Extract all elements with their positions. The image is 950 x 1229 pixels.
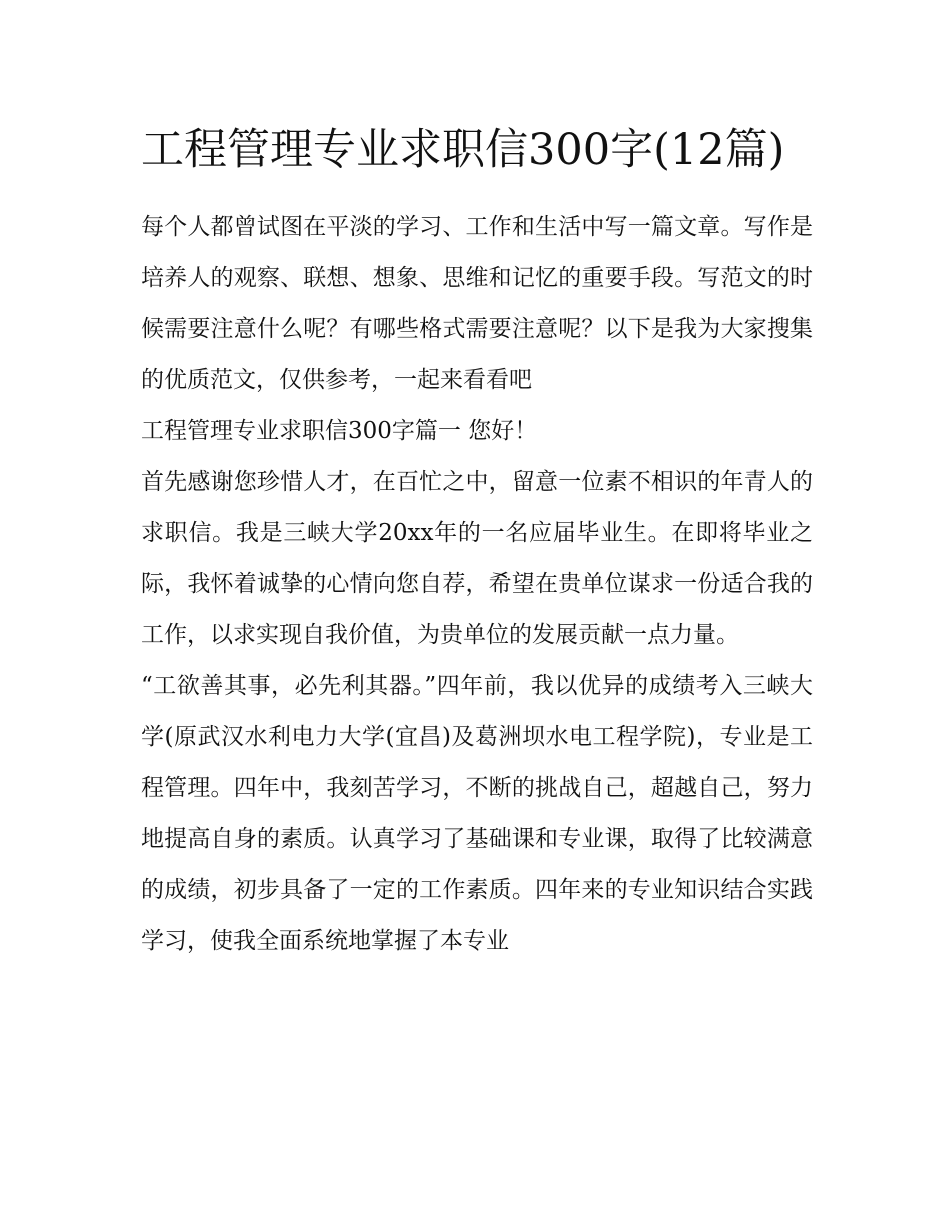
intro-paragraph: 每个人都曾试图在平淡的学习、工作和生活中写一篇文章。写作是培养人的观察、联想、想象、思维和记忆的重要手段。写范文的时候需要注意什么呢？有哪些格式需要注意呢？以下是我为大家搜集的优质范文，仅供参考，一起来看看吧 bbox=[141, 214, 813, 393]
document-title: 工程管理专业求职信300字(12篇) bbox=[141, 125, 785, 175]
document-body bbox=[141, 112, 813, 967]
body-paragraph: 首先感谢您珍惜人才，在百忙之中，留意一位素不相识的年青人的求职信。我是三峡大学20xx年的一名应届毕业生。在即将毕业之际，我怀着诚挚的心情向您自荐，希望在贵单位谋求一份适合我的工作，以求实现自我价值，为贵单位的发展贡献一点力量。 bbox=[141, 469, 813, 648]
section-heading-paragraph: 工程管理专业求职信300字篇一 您好！ bbox=[141, 418, 538, 444]
body-paragraph: “工欲善其事，必先利其器。”四年前，我以优异的成绩考入三峡大学(原武汉水利电力大学(宜昌)及葛洲坝水电工程学院)，专业是工程管理。四年中，我刻苦学习，不断的挑战自己，超越自己，努力地提高自身的素质。认真学习了基础课和专业课，取得了比较满意的成绩，初步具备了一定的工作素质。四年来的专业知识结合实践学习，使我全面系统地掌握了本专业 bbox=[141, 673, 813, 954]
